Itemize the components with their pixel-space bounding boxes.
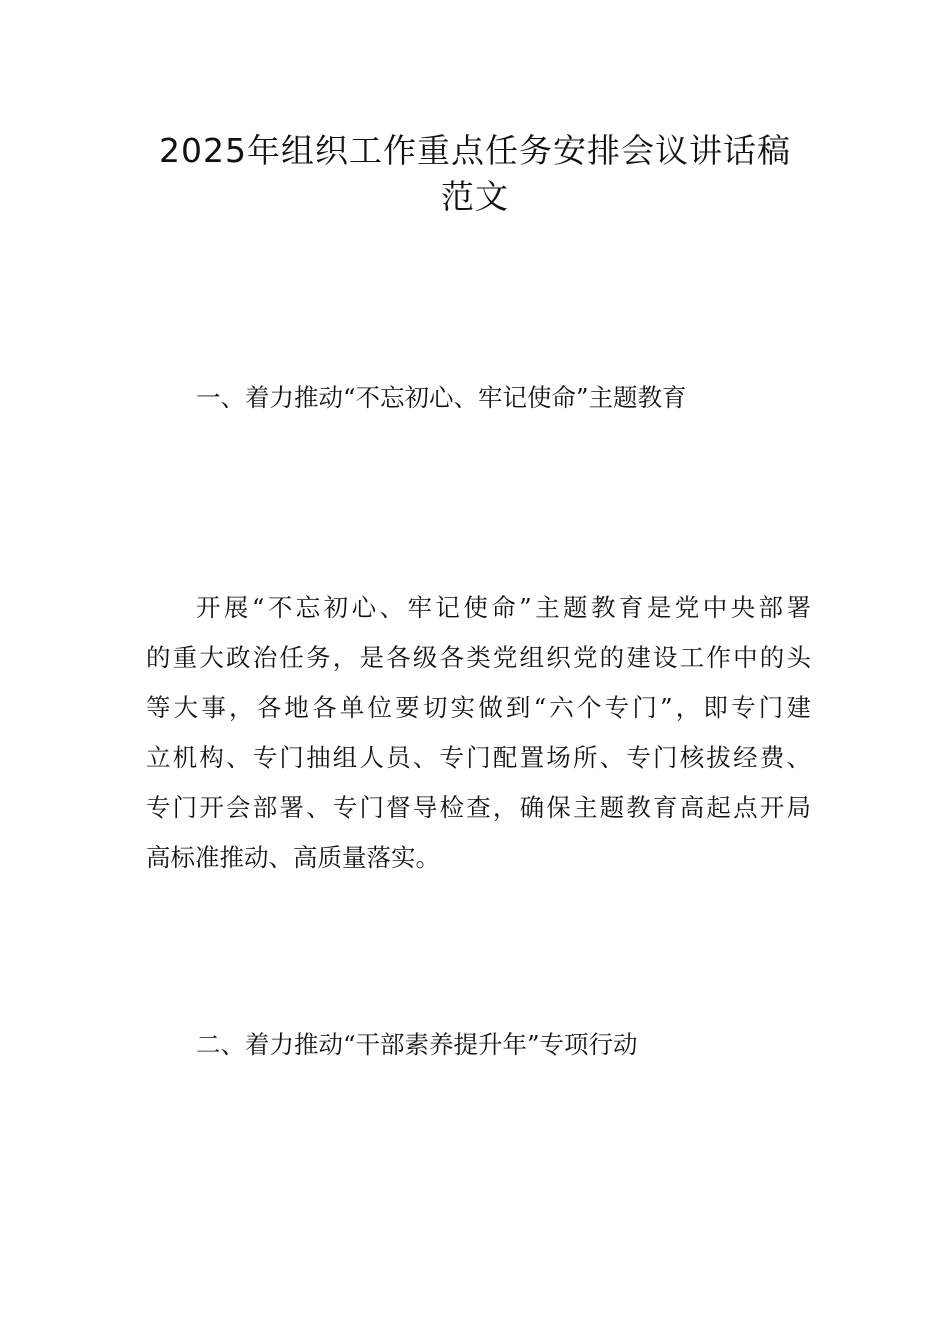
title-line-2: 范文 <box>441 177 509 216</box>
title-line-1: 2025年组织工作重点任务安排会议讲话稿 <box>159 131 791 170</box>
section-1-heading: 一、着力推动“不忘初心、牢记使命”主题教育 <box>196 383 687 412</box>
paragraph-line: 高标准推动、高质量落实。 <box>146 843 440 872</box>
paragraph-line: 的重大政治任务，是各级各类党组织党的建设工作中的头 <box>146 643 811 672</box>
paragraph-line: 立机构、专门抽组人员、专门配置场所、专门核拔经费、 <box>146 743 811 772</box>
section-2-heading: 二、着力推动“干部素养提升年”专项行动 <box>196 1030 638 1059</box>
document-title <box>130 128 820 220</box>
paragraph-line: 开展“不忘初心、牢记使命”主题教育是党中央部署 <box>196 593 811 622</box>
section-1-paragraph <box>146 583 811 883</box>
paragraph-line: 等大事，各地各单位要切实做到“六个专门”，即专门建 <box>146 693 811 722</box>
paragraph-line: 专门开会部署、专门督导检查，确保主题教育高起点开局 <box>146 793 811 822</box>
